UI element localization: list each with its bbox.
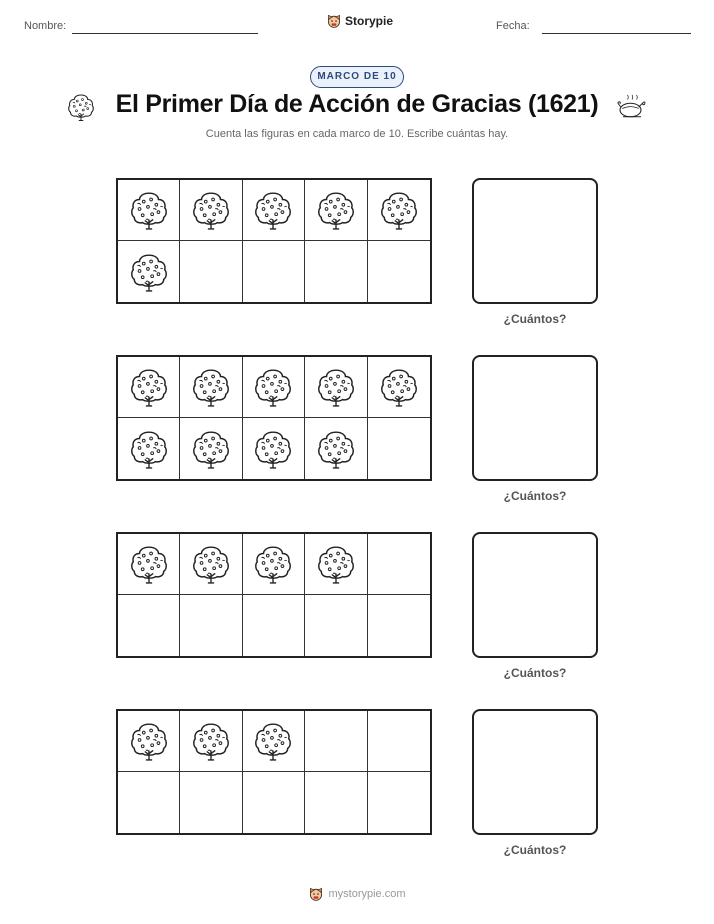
ten-frame-cell [368, 534, 430, 595]
ten-frame-cell [305, 772, 367, 833]
tree-icon [128, 366, 170, 408]
ten-frame-cell [243, 241, 305, 302]
ten-frame-cell [118, 180, 180, 241]
tree-icon [190, 366, 232, 408]
tree-icon [128, 189, 170, 231]
answer-box[interactable] [472, 709, 598, 835]
ten-frame-cell [368, 595, 430, 656]
tree-icon [190, 189, 232, 231]
ten-frame-cell [118, 772, 180, 833]
tree-icon [252, 543, 294, 585]
date-label: Fecha: [496, 20, 530, 32]
ten-frame-cell [368, 772, 430, 833]
tree-icon [190, 428, 232, 470]
tree-icon [252, 720, 294, 762]
instructions: Cuenta las figuras en cada marco de 10. Escribe cuántas hay. [205, 128, 509, 140]
answer-box[interactable] [472, 532, 598, 658]
answer-box[interactable] [472, 178, 598, 304]
name-label: Nombre: [24, 20, 67, 32]
ten-frame-cell [180, 595, 242, 656]
tree-icon [315, 428, 357, 470]
ten-frame-cell [305, 711, 367, 772]
ten-frame-cell [305, 357, 367, 418]
answer-label: ¿Cuántos? [503, 843, 567, 857]
ten-frame-cell [305, 180, 367, 241]
tree-icon [252, 428, 294, 470]
ten-frame-cell [243, 418, 305, 479]
ten-frame-cell [368, 180, 430, 241]
page-title: El Primer Día de Acción de Gracias (1621) [115, 90, 599, 118]
mascot-icon [326, 13, 342, 29]
tree-icon [378, 366, 420, 408]
ten-frame-cell [118, 418, 180, 479]
ten-frame-cell [305, 418, 367, 479]
tree-icon [252, 189, 294, 231]
ten-frame-cell [180, 357, 242, 418]
ten-frame [116, 355, 432, 481]
ten-frame-cell [243, 180, 305, 241]
tree-icon [128, 543, 170, 585]
ten-frame-cell [118, 534, 180, 595]
ten-frame-cell [180, 180, 242, 241]
ten-frame-cell [180, 772, 242, 833]
ten-frame-cell [118, 357, 180, 418]
tree-icon [378, 189, 420, 231]
ten-frame-cell [305, 595, 367, 656]
ten-frame-cell [180, 534, 242, 595]
ten-frame-cell [118, 241, 180, 302]
tree-icon [190, 543, 232, 585]
tree-icon [128, 720, 170, 762]
ten-frame-cell [368, 418, 430, 479]
ten-frame-cell [368, 357, 430, 418]
answer-label: ¿Cuántos? [503, 312, 567, 326]
tree-icon [315, 189, 357, 231]
answer-box[interactable] [472, 355, 598, 481]
ten-frame-cell [118, 595, 180, 656]
tree-icon [128, 428, 170, 470]
ten-frame-cell [368, 241, 430, 302]
turkey-icon [616, 92, 648, 122]
storypie-logo [326, 13, 393, 29]
tree-icon [315, 543, 357, 585]
answer-label: ¿Cuántos? [503, 489, 567, 503]
mascot-icon [308, 886, 324, 902]
ten-frame-cell [180, 418, 242, 479]
ten-frame-cell [243, 534, 305, 595]
ten-frame-cell [368, 711, 430, 772]
footer [0, 886, 714, 902]
ten-frame-cell [305, 534, 367, 595]
ten-frame-cell [243, 711, 305, 772]
ten-frame [116, 709, 432, 835]
answer-label: ¿Cuántos? [503, 666, 567, 680]
tree-icon [128, 251, 170, 293]
brand-name: Storypie [345, 14, 394, 28]
worksheet-type-badge: MARCO DE 10 [310, 66, 404, 88]
tree-icon [190, 720, 232, 762]
footer-url: mystorypie.com [328, 888, 406, 900]
ten-frame-cell [118, 711, 180, 772]
ten-frame-cell [243, 595, 305, 656]
ten-frame-cell [305, 241, 367, 302]
ten-frame-cell [180, 711, 242, 772]
name-line[interactable] [72, 33, 258, 34]
ten-frame-cell [180, 241, 242, 302]
ten-frame-cell [243, 772, 305, 833]
ten-frame [116, 532, 432, 658]
ten-frame [116, 178, 432, 304]
ten-frame-cell [243, 357, 305, 418]
tree-icon [252, 366, 294, 408]
tree-icon [315, 366, 357, 408]
date-line[interactable] [542, 33, 691, 34]
